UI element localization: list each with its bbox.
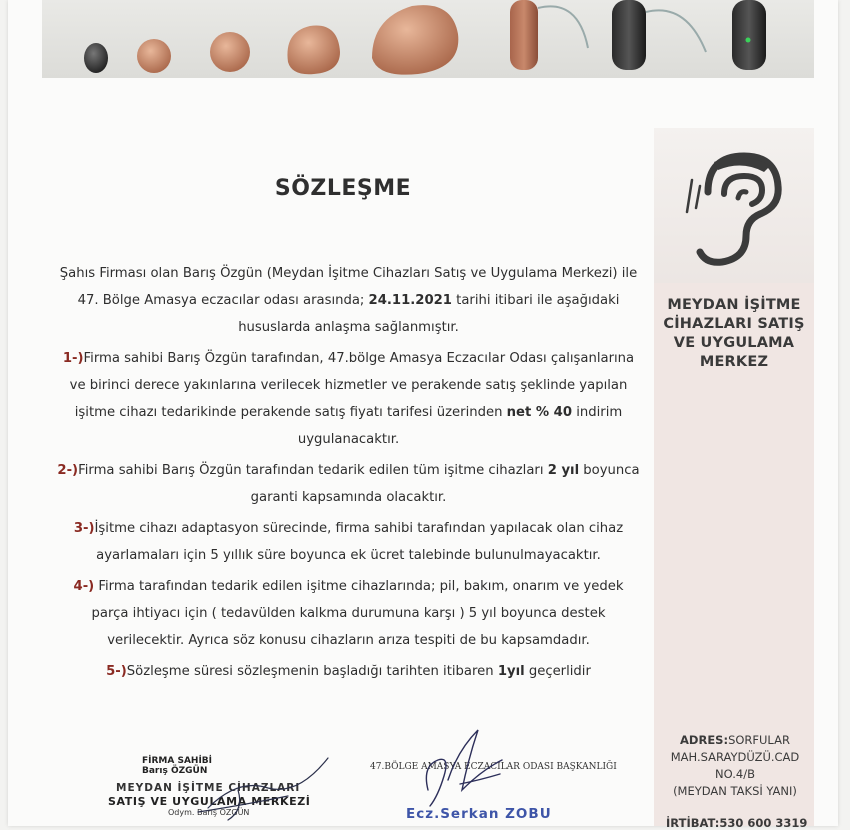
clause-bold: 2 yıl (547, 463, 580, 478)
address-line-3: NO.4/B (715, 767, 755, 781)
clause-1 (56, 345, 641, 453)
clause-after: indirim uygulanacaktır. (297, 405, 623, 447)
clause-number: 1-) (62, 351, 84, 366)
clause-number: 2-) (57, 463, 79, 478)
clause-text: Firma sahibi Barış Özgün tarafından tedarik edilen tüm işitme cihazları (78, 463, 548, 478)
left-stamp-line-1: MEYDAN İŞİTME CİHAZLARI (116, 782, 301, 794)
intro-paragraph (56, 260, 641, 341)
hearing-aids-image (42, 0, 814, 78)
address-line-2: MAH.SARAYDÜZÜ.CAD (670, 750, 800, 764)
intro-text-1: Şahıs Firması olan Barış Özgün (Meydan İşitme Cihazları Satış ve Uygulama Merkezi) ile 47. Bölge Amasya eczacılar odası arasında; (59, 266, 638, 308)
ear-hearing-icon (654, 128, 814, 283)
logo-box (654, 128, 814, 283)
company-sidebar (654, 128, 814, 830)
address-line-1: SORFULAR (728, 733, 790, 747)
clause-3 (56, 515, 641, 569)
clause-text: Firma tarafından tedarik edilen işitme cihazlarında; pil, bakım, onarım ve yedek parça ihtiyacı için ( tedavülden kalkma durumuna karşı ) 5 yıl boyunca destek verilecektir. Ayrıca söz konusu cihazların arıza tespiti de bu kapsamdadır. (91, 579, 624, 648)
left-signer-role: FİRMA SAHİBİ (142, 756, 213, 766)
left-stamp-line-3: Odym. Barış ÖZGÜN (168, 808, 250, 817)
clause-number: 5-) (106, 664, 127, 679)
intro-text-2: tarihi itibari ile aşağıdaki hususlarda anlaşma sağlanmıştır. (238, 293, 620, 335)
clause-after: boyunca garanti kapsamında olacaktır. (250, 463, 640, 505)
clause-2 (56, 457, 641, 511)
document-title: SÖZLEŞME (274, 176, 412, 201)
signature-left (108, 756, 328, 817)
clause-bold: 1yıl (497, 664, 525, 679)
address-label: ADRES: (680, 733, 729, 747)
clause-text: Firma sahibi Barış Özgün tarafından, 47.bölge Amasya Eczacılar Odası çalışanlarına ve birinci derece yakınlarına verilecek hizmetler ve perakende satış şeklinde yapılan işitme cihazı tedarikinde perakende satış fiyatı tarifesi üzerinden (69, 351, 635, 420)
clause-number: 3-) (73, 521, 95, 536)
document-page (8, 0, 838, 830)
clause-number: 4-) (73, 579, 95, 594)
clause-text: Sözleşme süresi sözleşmenin başladığı tarihten itibaren (126, 664, 498, 679)
header-banner (42, 0, 814, 78)
left-stamp-line-2: SATIŞ VE UYGULAMA MERKEZİ (108, 795, 311, 808)
company-address (656, 732, 814, 800)
left-signer-name: Barış ÖZGÜN (142, 766, 208, 776)
clause-text: İşitme cihazı adaptasyon sürecinde, firma sahibi tarafından yapılacak olan cihaz ayarlamaları için 5 yıllık süre boyunca ek ücret talebinde bulunulmayacaktır. (94, 521, 624, 563)
clause-5 (56, 658, 641, 685)
clause-bold: net % 40 (506, 405, 573, 420)
right-signer-role: 47.BÖLGE AMASYA ECZACILAR ODASI BAŞKANLIĞI (370, 762, 617, 772)
company-contact: İRTİBAT:530 600 3319 (666, 816, 808, 830)
contract-body (56, 260, 641, 689)
address-line-4: (MEYDAN TAKSİ YANI) (673, 784, 797, 798)
clause-4 (56, 573, 641, 654)
company-name: MEYDAN İŞİTME CİHAZLARI SATIŞ VE UYGULAMA MERKEZ (663, 297, 805, 370)
clause-after: geçerlidir (524, 664, 591, 679)
contract-date: 24.11.2021 (368, 293, 452, 308)
right-stamp: Ecz.Serkan ZOBU (406, 806, 552, 822)
